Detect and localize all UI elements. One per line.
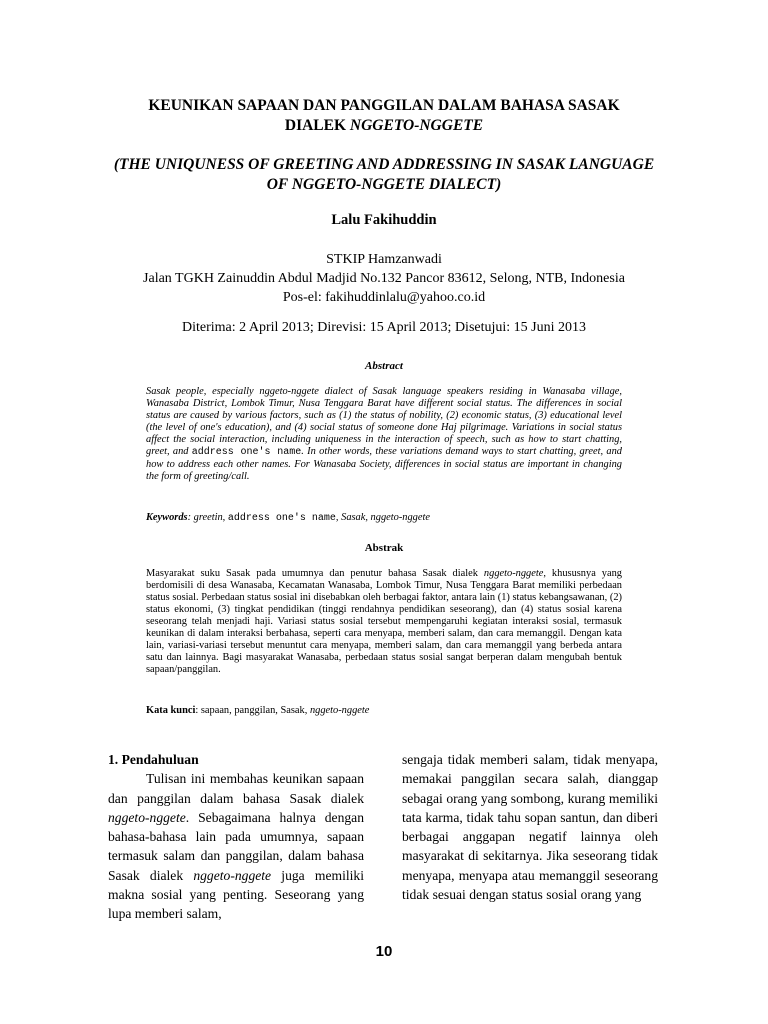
page-number: 10 [375,943,393,960]
body-left-column [108,750,364,924]
institution: STKIP Hamzanwadi [326,252,442,267]
affiliation [0,250,768,307]
subtitle-line-2: OF NGGETO-NGGETE DIALECT) [266,176,502,193]
dialect-name: NGGETO-NGGETE [349,117,484,134]
title-line-1: KEUNIKAN SAPAAN DAN PANGGILAN DALAM BAHASA SASAK [148,97,620,114]
paper-title [0,96,768,136]
section-heading: 1. Pendahuluan [108,752,199,767]
abstract-heading: Abstract [365,360,403,372]
submission-dates: Diterima: 2 April 2013; Direvisi: 15 April 2013; Disetujui: 15 Juni 2013 [181,320,587,335]
address: Jalan TGKH Zainuddin Abdul Madjid No.132 Pancor 83612, Selong, NTB, Indonesia [143,271,625,286]
abstract-en-text: Sasak people, especially nggeto-nggete dialect of Sasak language speakers residing in Wanasaba village, Wanasaba District, Lombok Timur, Nusa Tenggara Barat have different social status. The differences in social status are caused by various factors, such as (1) the status of nobility, (2) economic status, (3) educational level (the level of one's education), and (4) social status of someone done Haj pilgrimage. Variations in social status affect the social interaction, including uniqueness in the interaction of speech, such as how to start chatting, greet, and address one's name. In other words, these variations demand ways to start chatting, greet, and how to address each other names. For Wanasaba Society, differences in social status are important in changing the form of greeting/call. [146,386,622,482]
abstrak-id-text: Masyarakat suku Sasak pada umumnya dan penutur bahasa Sasak dialek nggeto-nggete, khususnya yang berdomisili di desa Wanasaba, Kecamatan Wanasaba, Lombok Timur, Nusa Tenggara Barat memiliki perbedaan status sosial. Perbedaan status sosial ini disebabkan oleh berbagai faktor, antara lain (1) status kebangsawanan, (2) status ekonomi, (3) tingkat pendidikan (tinggi rendahnya pendidikan seseorang), dan (4) status sosial karena seseorang telah menjadi haji. Variasi status sosial tersebut mempengaruhi kegiatan interaksi sosial, termasuk keunikan di dalam interaksi berbahasa, seperti cara menyapa, memberi salam, dan cara memanggil. Dengan kata lain, variasi-variasi tersebut menuntut cara menyapa, memberi salam, dan cara memanggil yang berbeda antara satu dan lainnya. Bagi masyarakat Wanasaba, perbedaan status sosial sangat berperan dalam mengubah bentuk sapaan/panggilan. [146,568,622,675]
intro-paragraph: Tulisan ini membahas keunikan sapaan dan panggilan dalam bahasa Sasak dialek nggeto-nggete. Sebagaimana halnya dengan bahasa-bahasa lain pada umumnya, sapaan termasuk salam dan panggilan, dalam bahasa Sasak dialek nggeto-nggete juga memiliki makna sosial yang penting. Seseorang yang lupa memberi salam, [108,771,364,922]
paper-subtitle [0,155,768,195]
abstrak-heading: Abstrak [364,542,404,554]
subtitle-line-1: (THE UNIQUNESS OF GREETING AND ADDRESSING IN SASAK LANGUAGE [113,156,655,173]
title-line-2: DIALEK NGGETO-NGGETE [284,117,484,134]
body-right-column [402,750,658,904]
keywords-id: Kata kunci: sapaan, panggilan, Sasak, nggeto-nggete [146,705,370,716]
email: Pos-el: fakihuddinlalu@yahoo.co.id [282,290,486,305]
keywords-en: Keywords: greetin, address one's name, Sasak, nggeto-nggete [146,512,430,524]
author-name: Lalu Fakihuddin [331,212,437,228]
continued-paragraph: sengaja tidak memberi salam, tidak menyapa, memakai panggilan secara salah, dianggap sebagai orang yang sombong, kurang memiliki tata karma, tidak tahu sopan santun, dan diberi berbagai anggapan negatif lainnya oleh masyarakat di sekitarnya. Jika seseorang tidak menyapa, menyapa atau memanggil seseorang tidak sesuai dengan status sosial orang yang [402,752,658,903]
